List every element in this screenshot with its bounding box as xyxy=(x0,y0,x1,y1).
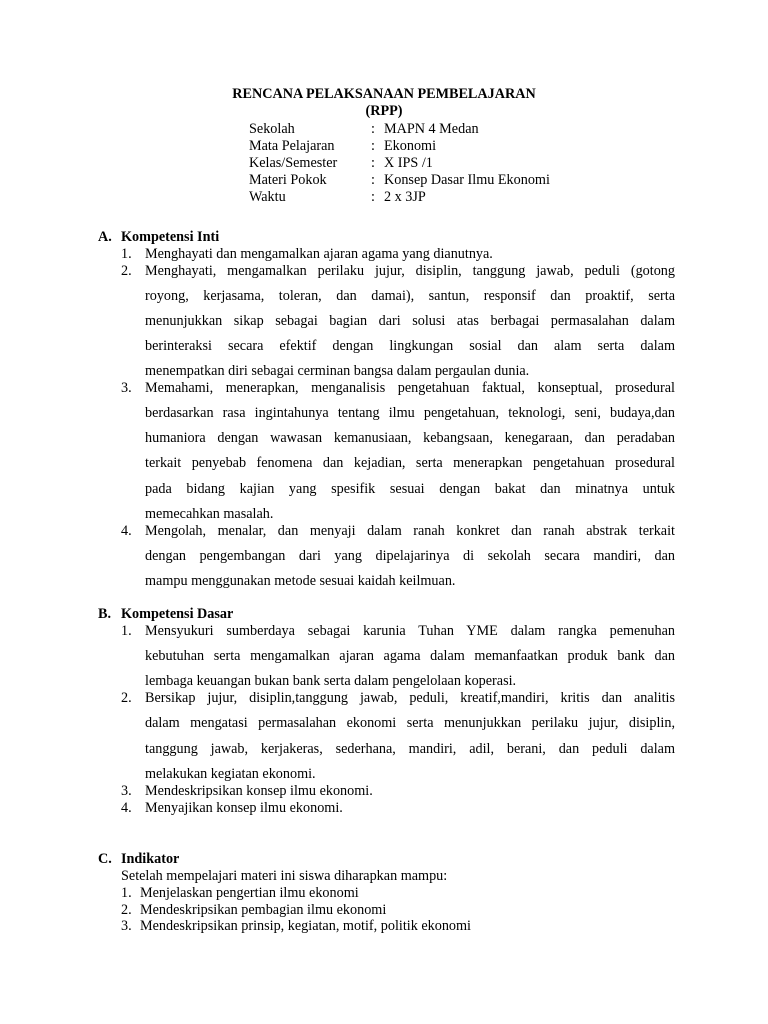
list-item-line: Bersikap jujur, disiplin,tanggung jawab, peduli, kreatif,mandiri, kritis dan analitis xyxy=(145,690,675,706)
list-item-line: Mendeskripsikan konsep ilmu ekonomi. xyxy=(145,783,373,799)
info-label: Kelas/Semester xyxy=(249,155,338,171)
list-number: 3. xyxy=(121,918,132,934)
list-number: 2. xyxy=(121,263,132,279)
list-number: 3. xyxy=(121,380,132,396)
list-item-line: pada bidang kajian yang spesifik sesuai dengan bakat dan minatnya untuk xyxy=(145,481,675,497)
list-item-line: kebutuhan serta mengamalkan ajaran agama dalam memanfaatkan produk bank dan xyxy=(145,648,675,664)
list-item-line: Menghayati, mengamalkan perilaku jujur, disiplin, tanggung jawab, peduli (gotong xyxy=(145,263,675,279)
info-colon: : xyxy=(371,189,375,205)
list-item-line: dengan pengembangan dari yang dipelajarinya di sekolah secara mandiri, dan xyxy=(145,548,675,564)
list-item-line: berdasarkan rasa ingintahunya tentang ilmu pengetahuan, teknologi, seni, budaya,dan xyxy=(145,405,675,421)
info-colon: : xyxy=(371,138,375,154)
list-item-line: menunjukkan sikap sebagai bagian dari solusi atas berbagai permasalahan dalam xyxy=(145,313,675,329)
info-value: 2 x 3JP xyxy=(384,189,426,205)
list-item-line: Menghayati dan mengamalkan ajaran agama yang dianutnya. xyxy=(145,246,493,262)
list-number: 1. xyxy=(121,623,132,639)
list-number: 3. xyxy=(121,783,132,799)
list-item-line: memecahkan masalah. xyxy=(145,506,274,522)
section-heading: Kompetensi Inti xyxy=(121,229,220,245)
list-number: 4. xyxy=(121,800,132,816)
info-colon: : xyxy=(371,172,375,188)
info-colon: : xyxy=(371,121,375,137)
list-item-line: royong, kerjasama, toleran, dan damai), santun, responsif dan proaktif, serta xyxy=(145,288,675,304)
list-item-line: lembaga keuangan bukan bank serta dalam pengelolaan koperasi. xyxy=(145,673,517,689)
section-letter: B. xyxy=(98,606,112,622)
list-item-line: Mengolah, menalar, dan menyaji dalam ranah konkret dan ranah abstrak terkait xyxy=(145,523,675,539)
list-item-line: Menjelaskan pengertian ilmu ekonomi xyxy=(140,885,359,901)
list-item-line: berinteraksi secara efektif dengan lingkungan sosial dan alam serta dalam xyxy=(145,338,675,354)
info-label: Mata Pelajaran xyxy=(249,138,335,154)
list-item-line: melakukan kegiatan ekonomi. xyxy=(145,766,316,782)
section-letter: C. xyxy=(98,851,112,867)
list-item-line: Mendeskripsikan pembagian ilmu ekonomi xyxy=(140,902,387,918)
list-number: 1. xyxy=(121,246,132,262)
list-item-line: Mendeskripsikan prinsip, kegiatan, motif, politik ekonomi xyxy=(140,918,471,934)
list-item-line: tanggung jawab, kerjakeras, sederhana, mandiri, adil, berani, dan peduli dalam xyxy=(145,741,675,757)
list-number: 1. xyxy=(121,885,132,901)
info-value: Konsep Dasar Ilmu Ekonomi xyxy=(384,172,550,188)
info-value: MAPN 4 Medan xyxy=(384,121,479,137)
section-heading: Kompetensi Dasar xyxy=(121,606,234,622)
list-item-line: terkait penyebab fenomena dan kejadian, serta menerapkan pengetahuan prosedural xyxy=(145,455,675,471)
section-letter: A. xyxy=(98,229,112,245)
info-value: X IPS /1 xyxy=(384,155,433,171)
document-subtitle: (RPP) xyxy=(365,103,403,119)
section-intro: Setelah mempelajari materi ini siswa diharapkan mampu: xyxy=(121,868,448,884)
list-item-line: menempatkan diri sebagai cerminan bangsa dalam pergaulan dunia. xyxy=(145,363,530,379)
list-item-line: humaniora dengan wawasan kemanusiaan, kebangsaan, kenegaraan, dan peradaban xyxy=(145,430,675,446)
list-item-line: Memahami, menerapkan, menganalisis pengetahuan faktual, konseptual, prosedural xyxy=(145,380,675,396)
section-heading: Indikator xyxy=(121,851,180,867)
list-item-line: dalam mengatasi permasalahan ekonomi serta menunjukkan perilaku jujur, disiplin, xyxy=(145,715,675,731)
list-number: 2. xyxy=(121,690,132,706)
list-item-line: Mensyukuri sumberdaya sebagai karunia Tuhan YME dalam rangka pemenuhan xyxy=(145,623,675,639)
document-title: RENCANA PELAKSANAAN PEMBELAJARAN xyxy=(232,86,536,102)
list-number: 4. xyxy=(121,523,132,539)
info-label: Waktu xyxy=(249,189,286,205)
list-number: 2. xyxy=(121,902,132,918)
list-item-line: mampu menggunakan metode sesuai kaidah keilmuan. xyxy=(145,573,456,589)
list-item-line: Menyajikan konsep ilmu ekonomi. xyxy=(145,800,343,816)
info-label: Materi Pokok xyxy=(249,172,327,188)
info-label: Sekolah xyxy=(249,121,295,137)
info-value: Ekonomi xyxy=(384,138,437,154)
info-colon: : xyxy=(371,155,375,171)
